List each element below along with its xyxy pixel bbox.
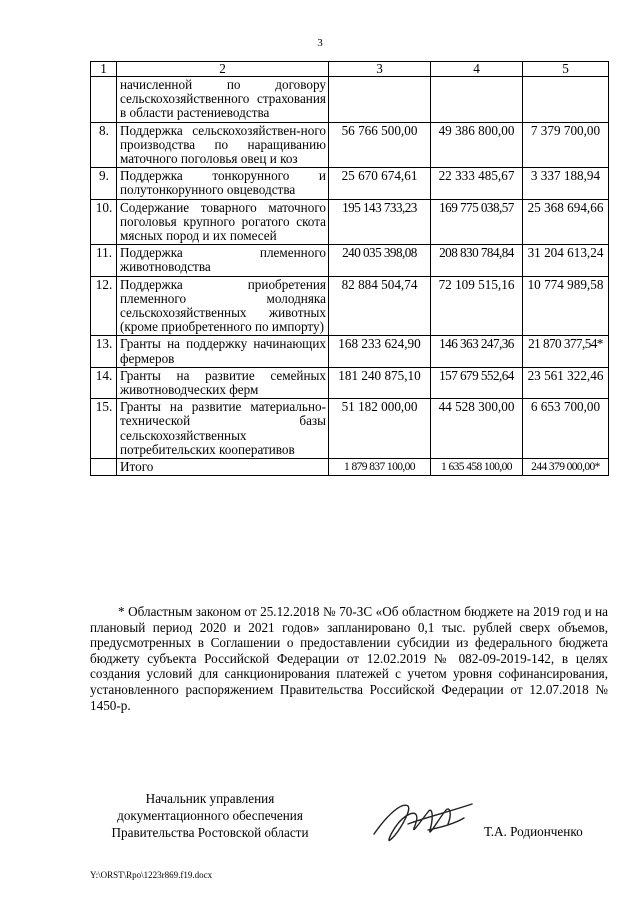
total-amount: 240 035 398,08 bbox=[329, 245, 431, 276]
row-number: 12. bbox=[91, 276, 117, 336]
federal-amount bbox=[431, 77, 523, 123]
total-amount: 181 240 875,10 bbox=[329, 367, 431, 398]
federal-amount: 208 830 784,84 bbox=[431, 245, 523, 276]
row-description: Поддержка племенного животноводства bbox=[117, 245, 329, 276]
total-amount: 56 766 500,00 bbox=[329, 122, 431, 168]
row-number: 15. bbox=[91, 399, 117, 459]
regional-amount: 244 379 000,00* bbox=[523, 459, 609, 476]
table-row bbox=[91, 199, 609, 245]
table-row bbox=[91, 399, 609, 459]
total-amount: 1 879 837 100,00 bbox=[329, 459, 431, 476]
total-amount: 25 670 674,61 bbox=[329, 168, 431, 199]
total-amount: 168 233 624,90 bbox=[329, 336, 431, 367]
signatory-title-line: документационного обеспечения bbox=[117, 808, 303, 823]
federal-amount: 1 635 458 100,00 bbox=[431, 459, 523, 476]
signatory-title bbox=[90, 790, 330, 841]
total-amount: 82 884 504,74 bbox=[329, 276, 431, 336]
signatory-name: Т.А. Родионченко bbox=[484, 824, 583, 839]
federal-amount: 49 386 800,00 bbox=[431, 122, 523, 168]
footnote: * Областным законом от 25.12.2018 № 70-ЗС «Об областном бюджете на 2019 год и на плановый период 2020 и 2021 годов» запланировано 0,1 тыс. рублей сверх объемов, предусмотренных в Соглашении о предоставлении субсидии из федерального бюджета бюджету субъекта Российской Федерации от 12.02.2019 № 082-09-2019-142, в целях создания условий для санкционирования платежей с учетом уровня софинансирования, установленного распоряжением Правительства Российской Федерации от 12.07.2018 № 1450-р. bbox=[90, 604, 608, 713]
federal-amount: 157 679 552,64 bbox=[431, 367, 523, 398]
total-label: Итого bbox=[117, 459, 329, 476]
header-cell: 3 bbox=[329, 62, 431, 77]
federal-amount: 72 109 515,16 bbox=[431, 276, 523, 336]
signatory-title-line: Правительства Ростовской области bbox=[111, 825, 309, 840]
table-header-row bbox=[91, 62, 609, 77]
row-description: Поддержка сельскохозяйствен-ного производства по наращиванию маточного поголовья овец и коз bbox=[117, 122, 329, 168]
subsidy-table bbox=[90, 61, 609, 476]
handwritten-signature bbox=[368, 794, 478, 850]
page-number: 3 bbox=[317, 37, 323, 49]
file-path: Y:\ORST\Rpo\1223r869.f19.docx bbox=[90, 870, 213, 880]
total-amount: 51 182 000,00 bbox=[329, 399, 431, 459]
row-number: 13. bbox=[91, 336, 117, 367]
regional-amount: 31 204 613,24 bbox=[523, 245, 609, 276]
row-description: Гранты на развитие семейных животноводческих ферм bbox=[117, 367, 329, 398]
row-description: Поддержка приобретения племенного молодняка сельскохозяйственных животных (кроме приобретенного по импорту) bbox=[117, 276, 329, 336]
table-row bbox=[91, 276, 609, 336]
header-cell: 5 bbox=[523, 62, 609, 77]
header-cell: 1 bbox=[91, 62, 117, 77]
total-amount: 195 143 733,23 bbox=[329, 199, 431, 245]
row-number: 9. bbox=[91, 168, 117, 199]
table-row bbox=[91, 245, 609, 276]
regional-amount: 21 870 377,54* bbox=[523, 336, 609, 367]
row-number: 8. bbox=[91, 122, 117, 168]
row-description: Гранты на развитие материально-технической базы сельскохозяйственных потребительских кооперативов bbox=[117, 399, 329, 459]
regional-amount: 23 561 322,46 bbox=[523, 367, 609, 398]
row-description: Поддержка тонкорунного и полутонкорунного овцеводства bbox=[117, 168, 329, 199]
total-amount bbox=[329, 77, 431, 123]
table-row bbox=[91, 77, 609, 123]
regional-amount: 3 337 188,94 bbox=[523, 168, 609, 199]
signatory-title-line: Начальник управления bbox=[145, 791, 275, 806]
table-row bbox=[91, 122, 609, 168]
row-description: начисленной по договору сельскохозяйственного страхования в области растениеводства bbox=[117, 77, 329, 123]
federal-amount: 146 363 247,36 bbox=[431, 336, 523, 367]
header-cell: 4 bbox=[431, 62, 523, 77]
regional-amount: 7 379 700,00 bbox=[523, 122, 609, 168]
federal-amount: 169 775 038,57 bbox=[431, 199, 523, 245]
table-total-row bbox=[91, 459, 609, 476]
row-description: Содержание товарного маточного поголовья крупного рогатого скота мясных пород и их помесей bbox=[117, 199, 329, 245]
table-row bbox=[91, 367, 609, 398]
regional-amount bbox=[523, 77, 609, 123]
row-number: 10. bbox=[91, 199, 117, 245]
table-row bbox=[91, 336, 609, 367]
regional-amount: 6 653 700,00 bbox=[523, 399, 609, 459]
row-description: Гранты на поддержку начинающих фермеров bbox=[117, 336, 329, 367]
federal-amount: 44 528 300,00 bbox=[431, 399, 523, 459]
row-number: 14. bbox=[91, 367, 117, 398]
total-row-number bbox=[91, 459, 117, 476]
row-number: 11. bbox=[91, 245, 117, 276]
header-cell: 2 bbox=[117, 62, 329, 77]
federal-amount: 22 333 485,67 bbox=[431, 168, 523, 199]
row-number bbox=[91, 77, 117, 123]
regional-amount: 25 368 694,66 bbox=[523, 199, 609, 245]
table-row bbox=[91, 168, 609, 199]
regional-amount: 10 774 989,58 bbox=[523, 276, 609, 336]
